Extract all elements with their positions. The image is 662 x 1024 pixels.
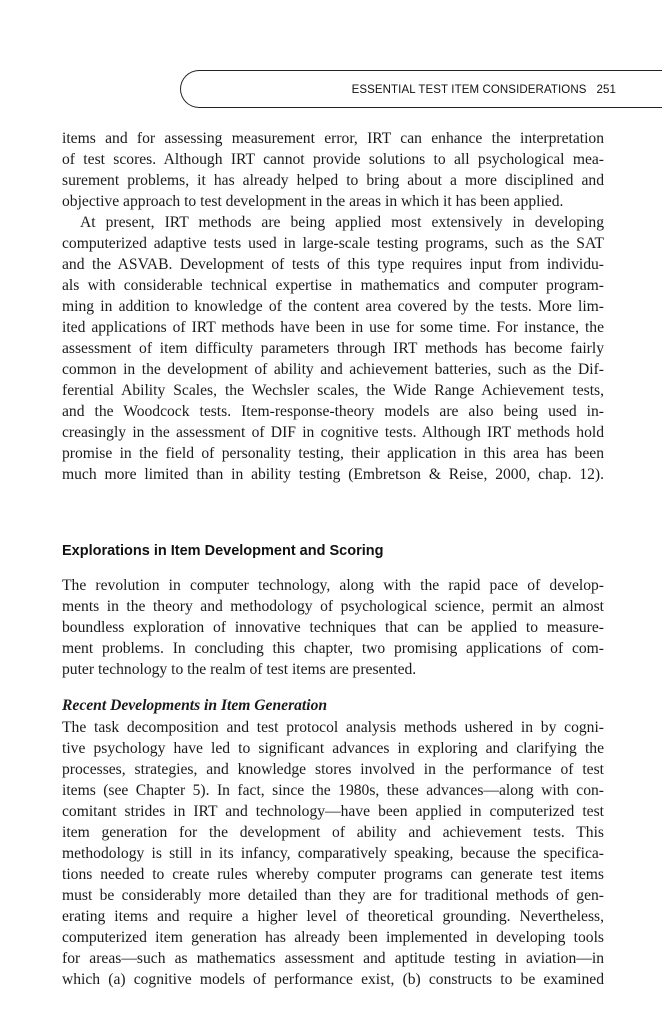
text-line: comitant strides in IRT and technology—have been applied in computerized test (62, 803, 604, 820)
text-line: erating items and require a higher level of theoretical grounding. Nevertheless, (62, 908, 604, 925)
text-line: computerized adaptive tests used in large-scale testing programs, such as the SAT (62, 235, 604, 252)
text-line: much more limited than in ability testing (Embretson & Reise, 2000, chap. 12). (62, 466, 604, 483)
text-line: The revolution in computer technology, along with the rapid pace of develop- (62, 577, 604, 594)
text-line: creasingly in the assessment of DIF in cognitive tests. Although IRT methods hold (62, 424, 604, 441)
text-line: processes, strategies, and knowledge stores involved in the performance of test (62, 761, 604, 778)
paragraph-1 (62, 128, 604, 212)
text-line: tive psychology have led to significant advances in exploring and clarifying the (62, 740, 604, 757)
text-line: At present, IRT methods are being applied most extensively in developing (80, 214, 604, 231)
text-line: must be considerably more detailed than they are for traditional methods of gen- (62, 887, 604, 904)
text-line: surement problems, it has already helped to bring about a more disciplined and (62, 172, 604, 189)
text-line: assessment of item difficulty parameters through IRT methods has become fairly (62, 340, 604, 357)
text-line: common in the development of ability and achievement batteries, such as the Dif- (62, 361, 604, 378)
text-line: ming in addition to knowledge of the content area covered by the tests. More lim- (62, 298, 604, 315)
running-head (352, 84, 616, 96)
text-line: puter technology to the realm of test items are presented. (62, 661, 417, 678)
text-line: methodology is still in its infancy, comparatively speaking, because the specifica- (62, 845, 604, 862)
text-line: boundless exploration of innovative techniques that can be applied to measure- (62, 619, 604, 636)
text-line: item generation for the development of ability and achievement tests. This (62, 824, 604, 841)
text-line: for areas—such as mathematics assessment and aptitude testing in aviation—in (62, 950, 604, 967)
text-line: items and for assessing measurement error, IRT can enhance the interpretation (62, 130, 604, 147)
text-line: which (a) cognitive models of performance exist, (b) constructs to be examined (62, 971, 604, 988)
page-number: 251 (596, 84, 616, 96)
paragraph-2 (62, 212, 604, 485)
text-line: The task decomposition and test protocol analysis methods ushered in by cogni- (62, 719, 604, 736)
text-line: promise in the field of personality testing, their application in this area has been (62, 445, 604, 462)
text-line: ferential Ability Scales, the Wechsler scales, the Wide Range Achievement tests, (62, 382, 604, 399)
text-line: tions needed to create rules whereby computer programs can generate test items (62, 866, 604, 883)
text-line: objective approach to test development in the areas in which it has been applied. (62, 193, 564, 210)
text-line: and the Woodcock tests. Item-response-theory models are also being used in- (62, 403, 604, 420)
paragraph-4 (62, 717, 604, 990)
section-heading: Explorations in Item Development and Scoring (62, 543, 384, 559)
text-line: of test scores. Although IRT cannot provide solutions to all psychological mea- (62, 151, 604, 168)
paragraph-3 (62, 575, 604, 680)
text-line: and the ASVAB. Development of tests of this type requires input from individu- (62, 256, 604, 273)
text-line: ited applications of IRT methods have been in use for some time. For instance, the (62, 319, 604, 336)
text-line: ment problems. In concluding this chapter, two promising applications of com- (62, 640, 604, 657)
text-line: ments in the theory and methodology of psychological science, permit an almost (62, 598, 604, 615)
running-head-title: ESSENTIAL TEST ITEM CONSIDERATIONS (351, 84, 587, 96)
text-line: items (see Chapter 5). In fact, since the 1980s, these advances—along with con- (62, 782, 604, 799)
subheading: Recent Developments in Item Generation (62, 697, 328, 714)
text-line: als with considerable technical expertise in mathematics and computer program- (62, 277, 604, 294)
text-line: computerized item generation has already been implemented in developing tools (62, 929, 604, 946)
